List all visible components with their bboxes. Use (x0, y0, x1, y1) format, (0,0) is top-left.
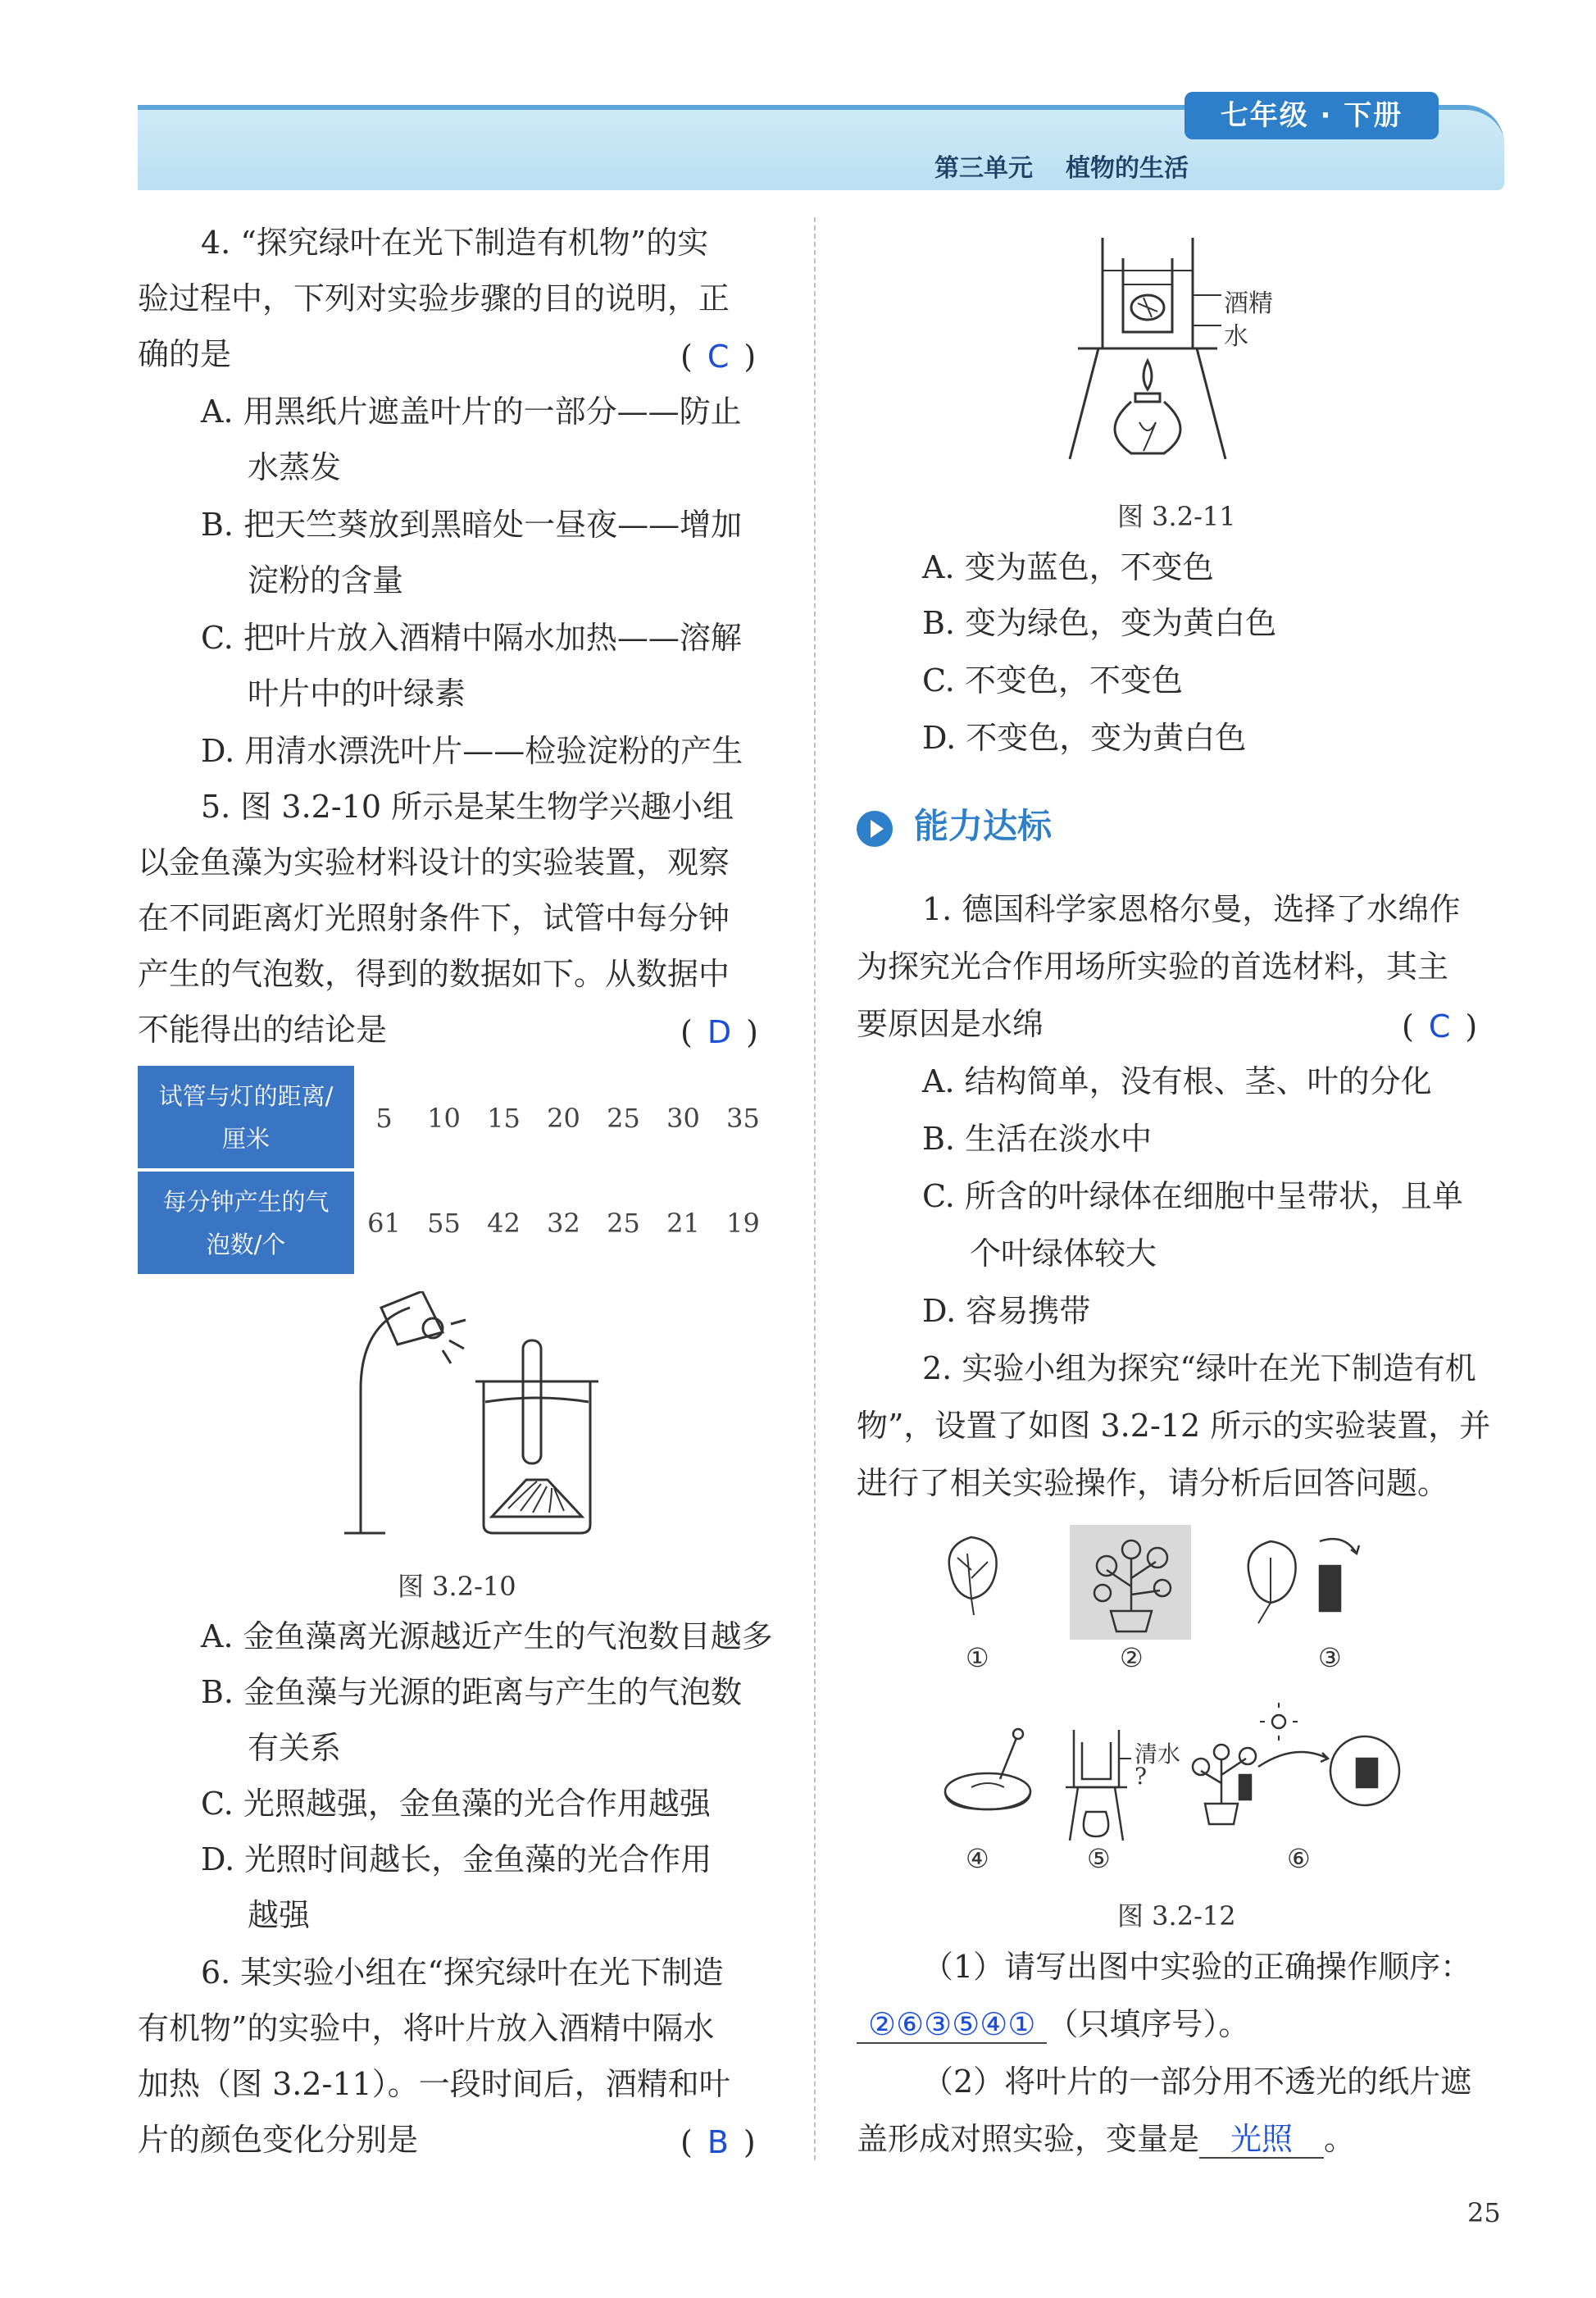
q6-option-a: A. 变为蓝色，不变色 (922, 549, 1214, 585)
q5-answer-slot: ( D ) (680, 1014, 758, 1050)
q4-option-a: A. 用黑纸片遮盖叶片的一部分——防止 (201, 394, 742, 430)
n2-sub1-answer-line: ②⑥③⑤④① （只填序号）。 (857, 1996, 1249, 2052)
q5-data-table (138, 1066, 773, 1277)
q5-option-d: D. 光照时间越长，金鱼藻的光合作用 (201, 1841, 712, 1877)
unit-number: 第三单元 (934, 154, 1033, 183)
q4-option-a-cont: 水蒸发 (248, 449, 342, 485)
table-cell: 42 (487, 1207, 521, 1239)
grade-badge: 七年级 · 下册 (1184, 92, 1439, 139)
figure-3-2-11-caption: 图 3.2-11 (1117, 501, 1236, 532)
n1-option-c-cont: 个叶绿体较大 (970, 1235, 1157, 1272)
label-unknown: ? (1134, 1763, 1148, 1790)
table-cell: 21 (666, 1207, 700, 1239)
q6-stem-line: 有机物”的实验中，将叶片放入酒精中隔水 (138, 2010, 715, 2046)
table-row (138, 1170, 773, 1276)
unit-title (934, 148, 1189, 184)
q5-stem-line: 不能得出的结论是 (138, 1012, 388, 1048)
n1-answer-slot: ( C ) (1402, 1008, 1478, 1044)
n1-stem-line: 为探究光合作用场所实验的首选材料，其主 (857, 949, 1449, 985)
table-cell: 32 (547, 1207, 580, 1239)
section-title: 能力达标 (914, 806, 1053, 846)
play-icon (857, 811, 893, 847)
step-label: ① (966, 1642, 989, 1673)
table-cell: 35 (726, 1102, 760, 1134)
table-cell: 30 (666, 1102, 700, 1134)
table-cell: 15 (487, 1102, 521, 1134)
q4-stem-line: 确的是 (138, 336, 232, 372)
step-label: ④ (966, 1843, 989, 1874)
q4-answer: C (707, 339, 730, 375)
q5-stem-line: 产生的气泡数，得到的数据如下。从数据中 (138, 956, 730, 992)
table-cell: 61 (367, 1207, 401, 1239)
q5-stem-line: 以金鱼藻为实验材料设计的实验装置，观察 (138, 844, 730, 881)
figure-3-2-11 (1066, 225, 1312, 467)
table-cell: 10 (427, 1102, 461, 1134)
table-cell: 20 (547, 1102, 580, 1134)
label-alcohol: 酒精 (1224, 289, 1273, 318)
table-row (138, 1066, 773, 1170)
table-cell: 25 (607, 1207, 640, 1239)
q4-option-b: B. 把天竺葵放到黑暗处一昼夜——增加 (201, 507, 743, 543)
n1-stem-line: 要原因是水绵 (857, 1006, 1044, 1042)
n2-sub1-line: （1）请写出图中实验的正确操作顺序： (922, 1949, 1472, 1985)
n1-stem-line: 1. 德国科学家恩格尔曼，选择了水绵作 (922, 891, 1461, 927)
unit-name: 植物的生活 (1066, 154, 1189, 183)
table-cell: 19 (726, 1207, 760, 1239)
q4-answer-slot: ( C ) (680, 339, 757, 375)
page-number: 25 (1467, 2197, 1501, 2228)
figure-3-2-12-caption: 图 3.2-12 (1117, 1900, 1236, 1932)
n1-option-b: B. 生活在淡水中 (922, 1121, 1153, 1157)
n1-option-a: A. 结构简单，没有根、茎、叶的分化 (922, 1063, 1432, 1099)
q5-answer: D (707, 1014, 732, 1050)
table-header-bubbles: 每分钟产生的气 泡数/个 (138, 1170, 354, 1276)
n1-option-d: D. 容易携带 (922, 1293, 1091, 1329)
q5-option-d-cont: 越强 (248, 1897, 311, 1933)
n2-sub2-answer: 光照 (1199, 2121, 1324, 2159)
step-label: ⑥ (1287, 1843, 1311, 1874)
n1-answer: C (1428, 1008, 1451, 1044)
figure-3-2-10-caption: 图 3.2-10 (398, 1571, 516, 1602)
label-clear-water: 清水 (1134, 1741, 1181, 1768)
q5-option-b: B. 金鱼藻与光源的距离与产生的气泡数 (201, 1674, 743, 1710)
table-cell: 25 (607, 1102, 640, 1134)
n2-stem-line: 2. 实验小组为探究“绿叶在光下制造有机 (922, 1350, 1476, 1386)
figure-3-2-10 (320, 1291, 631, 1545)
q5-stem-line: 5. 图 3.2-10 所示是某生物学兴趣小组 (201, 789, 734, 825)
n1-option-c: C. 所含的叶绿体在细胞中呈带状，且单 (922, 1178, 1463, 1214)
q4-option-c-cont: 叶片中的叶绿素 (248, 676, 466, 712)
n2-sub1-answer: ②⑥③⑤④① (857, 2006, 1047, 2044)
n2-sub2-answer-line: 盖形成对照实验，变量是 光照 。 (857, 2121, 1356, 2157)
q6-answer-slot: ( B ) (680, 2124, 756, 2160)
q6-stem-line: 片的颜色变化分别是 (138, 2122, 419, 2158)
n2-stem-line: 进行了相关实验操作，请分析后回答问题。 (857, 1465, 1449, 1501)
q6-answer: B (707, 2124, 729, 2160)
figure-3-2-12 (934, 1521, 1426, 1849)
table-cell: 5 (375, 1102, 393, 1134)
q6-stem-line: 6. 某实验小组在“探究绿叶在光下制造 (201, 1954, 724, 1991)
q6-option-b: B. 变为绿色，变为黄白色 (922, 605, 1277, 641)
n2-sub2-line: （2）将叶片的一部分用不透光的纸片遮 (922, 2064, 1472, 2100)
step-label: ⑤ (1087, 1843, 1111, 1874)
q4-option-b-cont: 淀粉的含量 (248, 562, 404, 598)
step-label: ② (1120, 1642, 1144, 1673)
q5-option-c: C. 光照越强，金鱼藻的光合作用越强 (201, 1786, 711, 1822)
table-header-distance: 试管与灯的距离/ 厘米 (138, 1066, 354, 1170)
n2-stem-line: 物”，设置了如图 3.2-12 所示的实验装置，并 (857, 1408, 1491, 1444)
q5-option-b-cont: 有关系 (248, 1730, 342, 1766)
q5-stem-line: 在不同距离灯光照射条件下，试管中每分钟 (138, 900, 730, 936)
section-heading (857, 799, 1052, 849)
column-divider (814, 217, 816, 2160)
table-cell: 55 (427, 1207, 461, 1239)
q4-stem-line: 验过程中，下列对实验步骤的目的说明，正 (138, 280, 730, 316)
q4-option-d: D. 用清水漂洗叶片——检验淀粉的产生 (201, 733, 743, 769)
step-label: ③ (1318, 1642, 1342, 1673)
q5-option-a: A. 金鱼藻离光源越近产生的气泡数目越多 (201, 1618, 773, 1654)
q6-option-d: D. 不变色，变为黄白色 (922, 720, 1247, 756)
q6-stem-line: 加热（图 3.2-11）。一段时间后，酒精和叶 (138, 2066, 730, 2102)
label-water: 水 (1224, 322, 1248, 351)
q4-option-c: C. 把叶片放入酒精中隔水加热——溶解 (201, 620, 742, 656)
q4-stem-line: 4. “探究绿叶在光下制造有机物”的实 (201, 225, 709, 261)
q6-option-c: C. 不变色，不变色 (922, 662, 1183, 699)
